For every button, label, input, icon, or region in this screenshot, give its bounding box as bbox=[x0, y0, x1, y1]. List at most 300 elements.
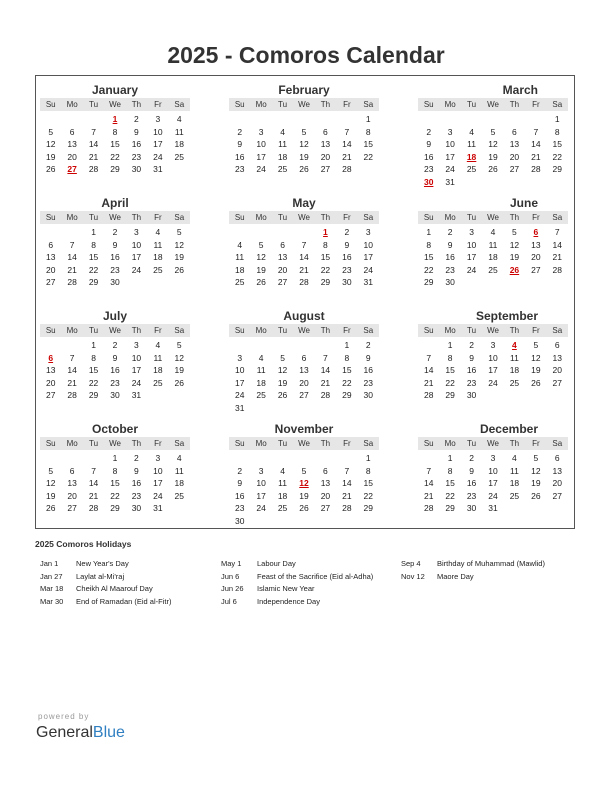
day-cell: 22 bbox=[363, 151, 374, 162]
day-cell: 15 bbox=[363, 139, 374, 150]
weekday-label: Fr bbox=[154, 439, 162, 448]
holiday-name: Islamic New Year bbox=[257, 584, 315, 593]
weekday-label: Sa bbox=[363, 213, 374, 222]
day-cell: 6 bbox=[69, 126, 75, 137]
day-cell: 15 bbox=[110, 139, 120, 150]
weekday-label: Th bbox=[131, 439, 142, 448]
day-cell: 19 bbox=[299, 151, 309, 162]
day-cell: 4 bbox=[469, 126, 474, 137]
day-cell: 14 bbox=[342, 139, 352, 150]
day-cell: 20 bbox=[299, 377, 309, 388]
day-cell: 24 bbox=[445, 164, 455, 175]
day-cell: 14 bbox=[342, 478, 352, 489]
day-cell: 5 bbox=[48, 465, 54, 476]
day-cell: 8 bbox=[344, 352, 350, 363]
day-cell: 9 bbox=[365, 352, 371, 363]
day-cell: 20 bbox=[531, 252, 541, 263]
day-cell: 29 bbox=[445, 503, 455, 514]
day-cell: 12 bbox=[488, 139, 498, 150]
weekday-header bbox=[229, 98, 379, 111]
holiday-day: 27 bbox=[67, 164, 77, 175]
day-cell: 5 bbox=[533, 453, 539, 463]
weekday-label: Fr bbox=[532, 213, 540, 222]
day-cell: 24 bbox=[466, 264, 477, 275]
weekday-label: Mo bbox=[255, 100, 267, 109]
day-cell: 1 bbox=[447, 340, 453, 350]
day-cell: 3 bbox=[258, 465, 264, 476]
month-february bbox=[229, 82, 379, 176]
day-cell: 30 bbox=[466, 390, 477, 401]
day-cell: 28 bbox=[88, 164, 99, 175]
weekday-label: We bbox=[487, 439, 499, 448]
weekday-label: Tu bbox=[89, 100, 99, 109]
day-cell: 23 bbox=[110, 264, 120, 275]
day-cell: 12 bbox=[256, 252, 266, 263]
day-cell: 23 bbox=[131, 490, 142, 501]
weekday-label: Fr bbox=[532, 439, 540, 448]
day-cell: 30 bbox=[131, 503, 142, 514]
day-cell: 8 bbox=[112, 465, 118, 476]
day-cell: 14 bbox=[299, 252, 309, 263]
holiday-date: Mar 18 bbox=[40, 584, 64, 593]
day-cell: 4 bbox=[280, 465, 285, 476]
day-cell: 9 bbox=[134, 126, 139, 137]
day-cell: 26 bbox=[174, 264, 185, 275]
day-cell: 20 bbox=[67, 490, 77, 501]
day-cell: 8 bbox=[112, 126, 118, 137]
day-cell: 5 bbox=[48, 126, 54, 137]
holiday-day: 4 bbox=[512, 340, 517, 350]
day-cell: 17 bbox=[153, 478, 163, 489]
weekday-label: Th bbox=[509, 326, 520, 335]
day-cell: 25 bbox=[488, 264, 498, 275]
day-cell: 12 bbox=[299, 139, 309, 150]
day-cell: 16 bbox=[342, 252, 352, 263]
day-cell: 4 bbox=[155, 227, 161, 237]
day-cell: 21 bbox=[552, 252, 563, 263]
day-cell: 1 bbox=[365, 114, 371, 124]
empty-cell bbox=[315, 339, 336, 352]
month-name: June bbox=[509, 196, 538, 210]
day-cell: 4 bbox=[258, 352, 264, 363]
day-cell: 18 bbox=[277, 490, 288, 501]
holiday-item bbox=[221, 596, 373, 609]
holiday-date: Jun 6 bbox=[221, 571, 240, 581]
weekday-header bbox=[40, 437, 190, 450]
month-april bbox=[40, 195, 190, 289]
day-cell: 18 bbox=[256, 377, 266, 388]
day-cell: 20 bbox=[45, 377, 56, 388]
day-cell: 3 bbox=[490, 340, 496, 350]
month-october bbox=[40, 421, 190, 515]
weekday-label: We bbox=[298, 439, 310, 448]
day-cell: 11 bbox=[153, 239, 163, 250]
empty-cell bbox=[83, 113, 104, 126]
day-cell: 15 bbox=[445, 365, 455, 376]
holiday-name: Birthday of Muhammad (Mawlid) bbox=[437, 559, 545, 568]
day-cell: 15 bbox=[363, 478, 374, 489]
day-cell: 15 bbox=[423, 252, 434, 263]
month-december bbox=[418, 421, 568, 515]
weekday-header bbox=[418, 324, 568, 337]
holiday-day: 12 bbox=[299, 478, 309, 489]
day-cell: 28 bbox=[67, 277, 77, 288]
day-cell: 20 bbox=[552, 478, 563, 489]
holiday-day: 6 bbox=[48, 352, 54, 363]
day-cell: 24 bbox=[153, 151, 163, 162]
empty-cell bbox=[293, 226, 314, 239]
weekday-label: Su bbox=[423, 439, 434, 448]
day-cell: 22 bbox=[552, 151, 563, 162]
day-cell: 2 bbox=[426, 126, 432, 137]
day-cell: 7 bbox=[554, 227, 560, 237]
day-cell: 26 bbox=[488, 164, 498, 175]
day-grid bbox=[40, 113, 190, 176]
day-cell: 1 bbox=[447, 453, 453, 463]
day-grid bbox=[418, 452, 568, 515]
holiday-name: New Year's Day bbox=[76, 559, 129, 568]
weekday-label: Mo bbox=[66, 326, 78, 335]
day-cell: 17 bbox=[445, 151, 455, 162]
day-cell: 9 bbox=[426, 139, 432, 150]
day-cell: 7 bbox=[301, 239, 307, 250]
day-cell: 18 bbox=[277, 151, 288, 162]
day-cell: 30 bbox=[234, 515, 245, 526]
day-grid bbox=[418, 226, 568, 289]
month-january bbox=[40, 82, 190, 176]
brand-blue: Blue bbox=[92, 724, 125, 741]
day-cell: 3 bbox=[155, 114, 161, 124]
weekday-label: Th bbox=[131, 326, 142, 335]
day-cell: 14 bbox=[67, 252, 77, 263]
day-cell: 11 bbox=[510, 465, 519, 476]
holiday-name: Labour Day bbox=[257, 559, 296, 568]
month-name: December bbox=[479, 422, 538, 436]
weekday-label: Su bbox=[423, 326, 434, 335]
day-cell: 15 bbox=[88, 365, 99, 376]
day-cell: 6 bbox=[323, 126, 328, 137]
weekday-label: Fr bbox=[343, 439, 351, 448]
day-cell: 25 bbox=[153, 377, 163, 388]
day-cell: 27 bbox=[320, 503, 331, 514]
day-cell: 22 bbox=[88, 264, 99, 275]
day-cell: 14 bbox=[552, 239, 563, 250]
holiday-item bbox=[221, 583, 373, 596]
month-march bbox=[418, 82, 568, 189]
holiday-date: Jun 26 bbox=[221, 584, 244, 593]
weekday-header bbox=[229, 324, 379, 337]
weekday-label: Mo bbox=[66, 100, 78, 109]
day-grid bbox=[418, 339, 568, 402]
weekday-label: Su bbox=[234, 326, 245, 335]
day-cell: 26 bbox=[299, 503, 309, 514]
weekday-label: Sa bbox=[363, 439, 374, 448]
weekday-label: Tu bbox=[89, 326, 99, 335]
day-cell: 23 bbox=[131, 151, 142, 162]
day-cell: 18 bbox=[174, 478, 185, 489]
day-cell: 30 bbox=[466, 503, 477, 514]
day-cell: 6 bbox=[301, 352, 307, 363]
day-cell: 28 bbox=[67, 390, 77, 401]
weekday-label: Tu bbox=[278, 439, 288, 448]
day-cell: 16 bbox=[466, 478, 477, 489]
day-cell: 6 bbox=[48, 239, 54, 250]
day-cell: 7 bbox=[69, 352, 75, 363]
day-cell: 12 bbox=[531, 352, 541, 363]
empty-cell bbox=[461, 113, 482, 126]
empty-cell bbox=[418, 339, 439, 352]
holiday-column bbox=[401, 558, 545, 583]
day-cell: 21 bbox=[423, 490, 434, 501]
day-cell: 9 bbox=[112, 239, 118, 250]
day-cell: 6 bbox=[554, 453, 560, 463]
empty-cell bbox=[504, 113, 525, 126]
weekday-label: We bbox=[109, 326, 121, 335]
holiday-day: 18 bbox=[466, 151, 477, 162]
weekday-label: Su bbox=[423, 213, 434, 222]
day-cell: 6 bbox=[554, 340, 560, 350]
day-cell: 25 bbox=[509, 377, 520, 388]
day-cell: 17 bbox=[153, 139, 163, 150]
day-cell: 20 bbox=[277, 264, 288, 275]
day-cell: 9 bbox=[447, 239, 453, 250]
day-cell: 2 bbox=[237, 465, 243, 476]
day-cell: 5 bbox=[533, 340, 539, 350]
day-cell: 15 bbox=[552, 139, 563, 150]
day-cell: 20 bbox=[552, 365, 563, 376]
day-cell: 18 bbox=[153, 252, 163, 263]
day-cell: 23 bbox=[466, 377, 477, 388]
day-cell: 11 bbox=[256, 365, 266, 376]
day-cell: 20 bbox=[320, 490, 331, 501]
day-cell: 11 bbox=[278, 478, 287, 489]
day-cell: 12 bbox=[45, 478, 56, 489]
day-cell: 8 bbox=[323, 239, 328, 250]
holiday-date: Jan 27 bbox=[40, 571, 63, 581]
weekday-label: Mo bbox=[444, 326, 456, 335]
day-cell: 23 bbox=[342, 264, 352, 275]
day-cell: 5 bbox=[301, 126, 307, 137]
day-grid bbox=[229, 339, 379, 415]
weekday-label: Tu bbox=[467, 326, 477, 335]
weekday-header bbox=[418, 437, 568, 450]
day-cell: 29 bbox=[88, 390, 99, 401]
day-cell: 12 bbox=[531, 465, 541, 476]
weekday-label: Sa bbox=[552, 213, 563, 222]
empty-cell bbox=[272, 452, 293, 465]
day-cell: 14 bbox=[531, 139, 541, 150]
holiday-day: 1 bbox=[112, 114, 118, 124]
day-cell: 1 bbox=[344, 340, 350, 350]
weekday-label: Fr bbox=[532, 326, 540, 335]
day-cell: 13 bbox=[299, 365, 309, 376]
day-cell: 1 bbox=[112, 453, 118, 463]
day-cell: 24 bbox=[153, 490, 163, 501]
holiday-name: Feast of the Sacrifice (Eid al-Adha) bbox=[257, 571, 374, 581]
day-cell: 18 bbox=[153, 365, 163, 376]
day-cell: 6 bbox=[512, 126, 517, 137]
day-cell: 20 bbox=[67, 151, 77, 162]
day-cell: 19 bbox=[174, 365, 185, 376]
empty-cell bbox=[418, 113, 439, 126]
empty-cell bbox=[40, 113, 61, 126]
holiday-day: 1 bbox=[323, 227, 328, 237]
empty-cell bbox=[336, 452, 357, 465]
day-cell: 16 bbox=[131, 139, 142, 150]
day-cell: 3 bbox=[447, 126, 453, 137]
day-cell: 1 bbox=[91, 340, 96, 350]
month-name: March bbox=[502, 83, 538, 97]
day-cell: 18 bbox=[509, 365, 520, 376]
holidays-title: 2025 Comoros Holidays bbox=[35, 539, 132, 549]
day-cell: 18 bbox=[509, 478, 520, 489]
day-cell: 10 bbox=[131, 352, 142, 363]
day-cell: 14 bbox=[423, 478, 434, 489]
holiday-item bbox=[221, 571, 373, 584]
day-cell: 25 bbox=[277, 164, 288, 175]
day-cell: 12 bbox=[277, 365, 288, 376]
day-cell: 5 bbox=[258, 239, 264, 250]
weekday-label: We bbox=[298, 213, 310, 222]
holiday-date: Sep 4 bbox=[401, 559, 421, 568]
day-cell: 29 bbox=[552, 164, 563, 175]
weekday-label: Sa bbox=[552, 439, 563, 448]
empty-cell bbox=[525, 113, 546, 126]
weekday-label: Tu bbox=[467, 213, 477, 222]
day-cell: 15 bbox=[88, 252, 99, 263]
weekday-label: Mo bbox=[255, 213, 267, 222]
day-cell: 28 bbox=[320, 390, 331, 401]
empty-cell bbox=[40, 452, 61, 465]
day-cell: 6 bbox=[280, 239, 285, 250]
day-cell: 11 bbox=[153, 352, 163, 363]
day-cell: 16 bbox=[423, 151, 434, 162]
day-cell: 26 bbox=[256, 277, 266, 288]
holiday-date: Mar 30 bbox=[40, 596, 64, 606]
weekday-label: Th bbox=[509, 213, 520, 222]
day-cell: 25 bbox=[174, 490, 185, 501]
day-cell: 17 bbox=[131, 365, 142, 376]
day-cell: 12 bbox=[45, 139, 56, 150]
day-grid bbox=[418, 113, 568, 189]
brand-logo[interactable] bbox=[36, 724, 125, 742]
day-cell: 28 bbox=[342, 503, 352, 514]
day-cell: 7 bbox=[91, 465, 96, 476]
weekday-label: Su bbox=[45, 326, 56, 335]
weekday-label: Sa bbox=[174, 326, 185, 335]
day-cell: 18 bbox=[488, 252, 498, 263]
weekday-label: Su bbox=[234, 100, 245, 109]
weekday-label: Th bbox=[509, 100, 520, 109]
day-cell: 10 bbox=[256, 478, 266, 489]
day-cell: 29 bbox=[320, 277, 331, 288]
day-cell: 19 bbox=[531, 365, 541, 376]
day-cell: 26 bbox=[277, 390, 288, 401]
month-name: August bbox=[283, 309, 325, 323]
empty-cell bbox=[250, 226, 271, 239]
day-cell: 12 bbox=[509, 239, 520, 250]
day-cell: 10 bbox=[445, 139, 455, 150]
day-cell: 9 bbox=[237, 139, 243, 150]
day-cell: 28 bbox=[342, 164, 352, 175]
weekday-label: Su bbox=[234, 213, 245, 222]
day-cell: 1 bbox=[426, 227, 432, 237]
day-cell: 27 bbox=[531, 264, 541, 275]
day-cell: 30 bbox=[110, 277, 120, 288]
day-cell: 27 bbox=[552, 377, 563, 388]
day-cell: 31 bbox=[488, 503, 498, 514]
day-cell: 12 bbox=[174, 239, 185, 250]
day-cell: 26 bbox=[299, 164, 309, 175]
day-cell: 15 bbox=[110, 478, 120, 489]
day-cell: 13 bbox=[45, 365, 56, 376]
day-cell: 28 bbox=[552, 264, 563, 275]
day-cell: 5 bbox=[301, 465, 307, 476]
empty-cell bbox=[61, 226, 82, 239]
empty-cell bbox=[250, 113, 271, 126]
weekday-label: Mo bbox=[66, 439, 78, 448]
day-cell: 17 bbox=[488, 365, 498, 376]
weekday-label: Sa bbox=[363, 100, 374, 109]
holiday-item bbox=[40, 596, 171, 609]
day-cell: 31 bbox=[153, 503, 163, 514]
day-grid bbox=[40, 226, 190, 289]
weekday-label: Th bbox=[131, 100, 142, 109]
weekday-label: We bbox=[109, 213, 121, 222]
empty-cell bbox=[40, 339, 61, 352]
day-cell: 25 bbox=[234, 277, 245, 288]
weekday-label: Su bbox=[45, 439, 56, 448]
day-cell: 19 bbox=[45, 490, 56, 501]
empty-cell bbox=[61, 339, 82, 352]
brand-general: General bbox=[36, 724, 93, 741]
weekday-label: Tu bbox=[278, 100, 288, 109]
empty-cell bbox=[293, 339, 314, 352]
day-cell: 14 bbox=[88, 139, 99, 150]
day-cell: 19 bbox=[488, 151, 498, 162]
month-may bbox=[229, 195, 379, 289]
day-cell: 9 bbox=[469, 352, 474, 363]
day-cell: 21 bbox=[342, 490, 352, 501]
weekday-label: Su bbox=[45, 100, 56, 109]
day-cell: 7 bbox=[344, 126, 350, 137]
weekday-label: Fr bbox=[154, 213, 162, 222]
day-cell: 13 bbox=[552, 352, 563, 363]
holiday-day: 26 bbox=[509, 264, 520, 275]
day-cell: 30 bbox=[110, 390, 120, 401]
month-september bbox=[418, 308, 568, 402]
day-cell: 10 bbox=[363, 239, 374, 250]
day-cell: 29 bbox=[88, 277, 99, 288]
day-cell: 7 bbox=[344, 465, 350, 476]
day-cell: 27 bbox=[299, 390, 309, 401]
day-cell: 8 bbox=[365, 126, 371, 137]
weekday-label: Th bbox=[131, 213, 142, 222]
day-cell: 23 bbox=[445, 264, 455, 275]
day-cell: 10 bbox=[131, 239, 142, 250]
weekday-label: We bbox=[487, 213, 499, 222]
empty-cell bbox=[418, 452, 439, 465]
month-november bbox=[229, 421, 379, 528]
day-cell: 7 bbox=[69, 239, 75, 250]
day-cell: 17 bbox=[234, 377, 245, 388]
day-cell: 21 bbox=[88, 490, 99, 501]
holiday-item bbox=[40, 571, 171, 584]
weekday-label: Sa bbox=[174, 213, 185, 222]
weekday-label: We bbox=[487, 100, 499, 109]
day-cell: 30 bbox=[342, 277, 352, 288]
day-cell: 10 bbox=[234, 365, 245, 376]
